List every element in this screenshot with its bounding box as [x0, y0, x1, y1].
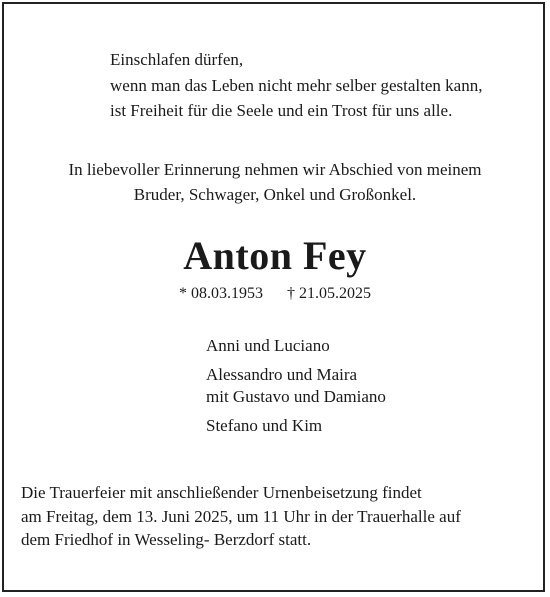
deceased-name: Anton Fey: [183, 233, 367, 278]
intro-line: In liebevoller Erinnerung nehmen wir Abschied von meinem: [68, 160, 482, 179]
death-date: † 21.05.2025: [287, 285, 371, 302]
life-dates: [0, 283, 550, 305]
service-line: am Freitag, dem 13. Juni 2025, um 11 Uhr in der Trauerhalle auf: [21, 507, 461, 526]
intro-line: Bruder, Schwager, Onkel und Großonkel.: [133, 185, 417, 204]
service-line: Die Trauerfeier mit anschließender Urnenbeisetzung findet: [21, 483, 422, 502]
poem-line: ist Freiheit für die Seele und ein Trost für uns alle.: [110, 101, 453, 120]
mourner-line: Alessandro und Maira: [206, 365, 358, 384]
service-line: dem Friedhof in Wesseling- Berzdorf statt.: [21, 530, 312, 549]
poem-line: Einschlafen dürfen,: [110, 50, 244, 69]
poem-line: wenn man das Leben nicht mehr selber gestalten kann,: [110, 76, 483, 95]
mourner-line: Stefano und Kim: [206, 416, 323, 435]
mourner-line: mit Gustavo und Damiano: [206, 387, 386, 406]
mourner-line: Anni und Luciano: [206, 336, 330, 355]
birth-date: * 08.03.1953: [179, 285, 263, 302]
